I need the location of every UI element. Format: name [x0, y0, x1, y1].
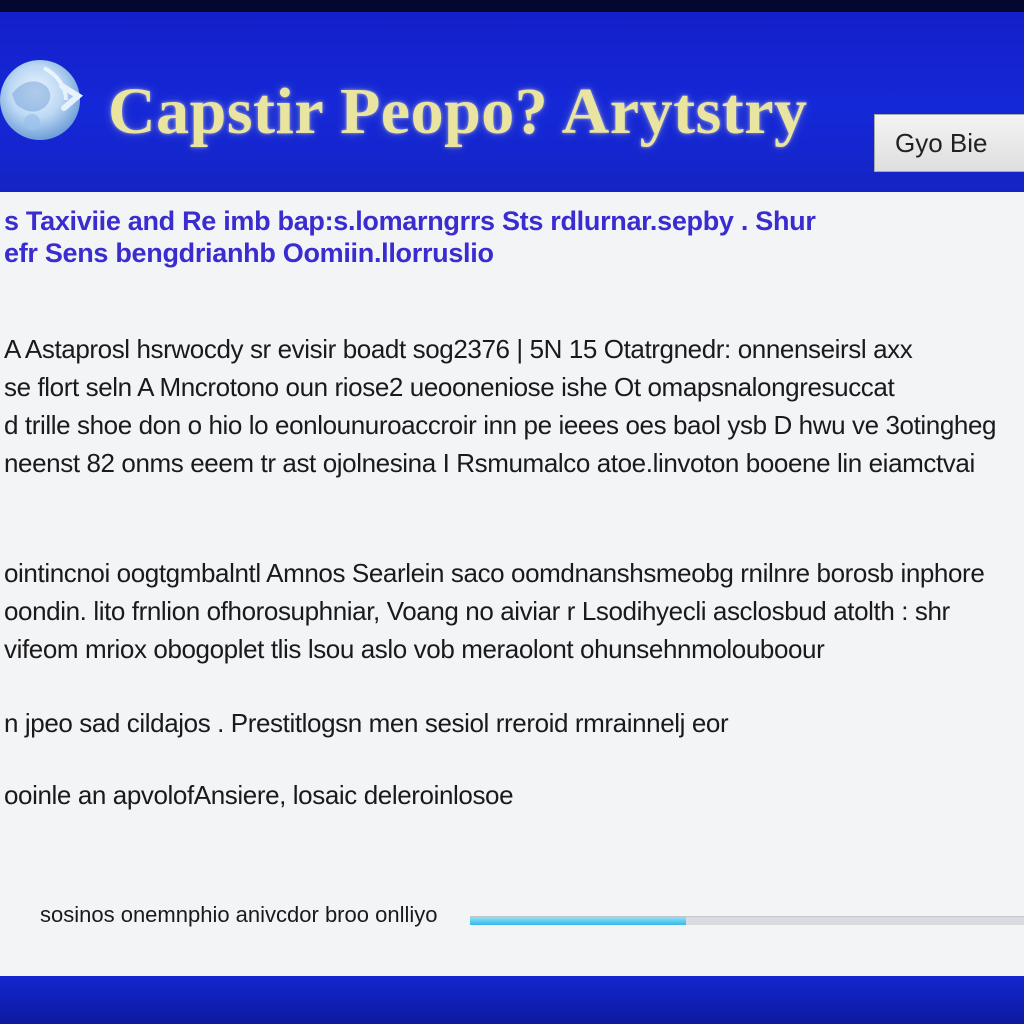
- paragraph-line: A Astaprosl hsrwocdy sr evisir boadt sog2376 | 5N 15 Otatrgnedr: onnenseirsl axx: [4, 334, 913, 364]
- paragraph-line: n jpeo sad cildajos . Prestitlogsn men sesiol rreroid rmrainnelj eor: [4, 708, 729, 738]
- paragraph-line: vifeom mriox obogoplet tlis lsou aslo vob meraolont ohunsehnmolouboour: [4, 634, 825, 664]
- paragraph-line: ooinle an apvolofAnsiere, losaic deleroinlosoe: [4, 780, 514, 810]
- paragraph-line: oondin. lito frnlion ofhorosuphniar, Voang no aiviar r Lsodihyecli asclosbud atolth : shr: [4, 596, 950, 626]
- progress-bar: [470, 916, 1024, 925]
- status-text: sosinos onemnphio anivcdor broo onlliyo: [40, 902, 438, 927]
- window-top-edge: [0, 0, 1024, 12]
- header-button[interactable]: Gyo Bie: [874, 114, 1024, 172]
- header-banner: [0, 12, 1024, 192]
- paragraph-line: neenst 82 onms eeem tr ast ojolnesina I Rsmumalco atoe.linvoton booene lin eiamctvai: [4, 448, 975, 478]
- progress-fill: [470, 917, 686, 925]
- paragraph-line: se flort seln A Mncrotono oun riose2 ueooneniose ishe Ot omapsnalongresuccat: [4, 372, 895, 402]
- app-title: Capstir Peopo? Arytstry: [108, 75, 808, 148]
- content-panel: [0, 192, 1024, 976]
- paragraph-line: d trille shoe don o hio lo eonlounuroaccroir inn pe ieees oes baol ysb D hwu ve 3otingheg: [4, 410, 997, 440]
- paragraph-line: ointincnoi oogtgmbalntl Amnos Searlein saco oomdnanshsmeobg rnilnre borosb inphore: [4, 558, 985, 588]
- notice-line: s Taxiviie and Re imb bap:s.lomarngrrs Sts rdlurnar.sepby . Shur: [4, 206, 816, 236]
- notice-line: efr Sens bengdrianhb Oomiin.llorruslio: [4, 238, 494, 268]
- bottom-bar: [0, 976, 1024, 1024]
- globe-logo-icon: [0, 50, 84, 150]
